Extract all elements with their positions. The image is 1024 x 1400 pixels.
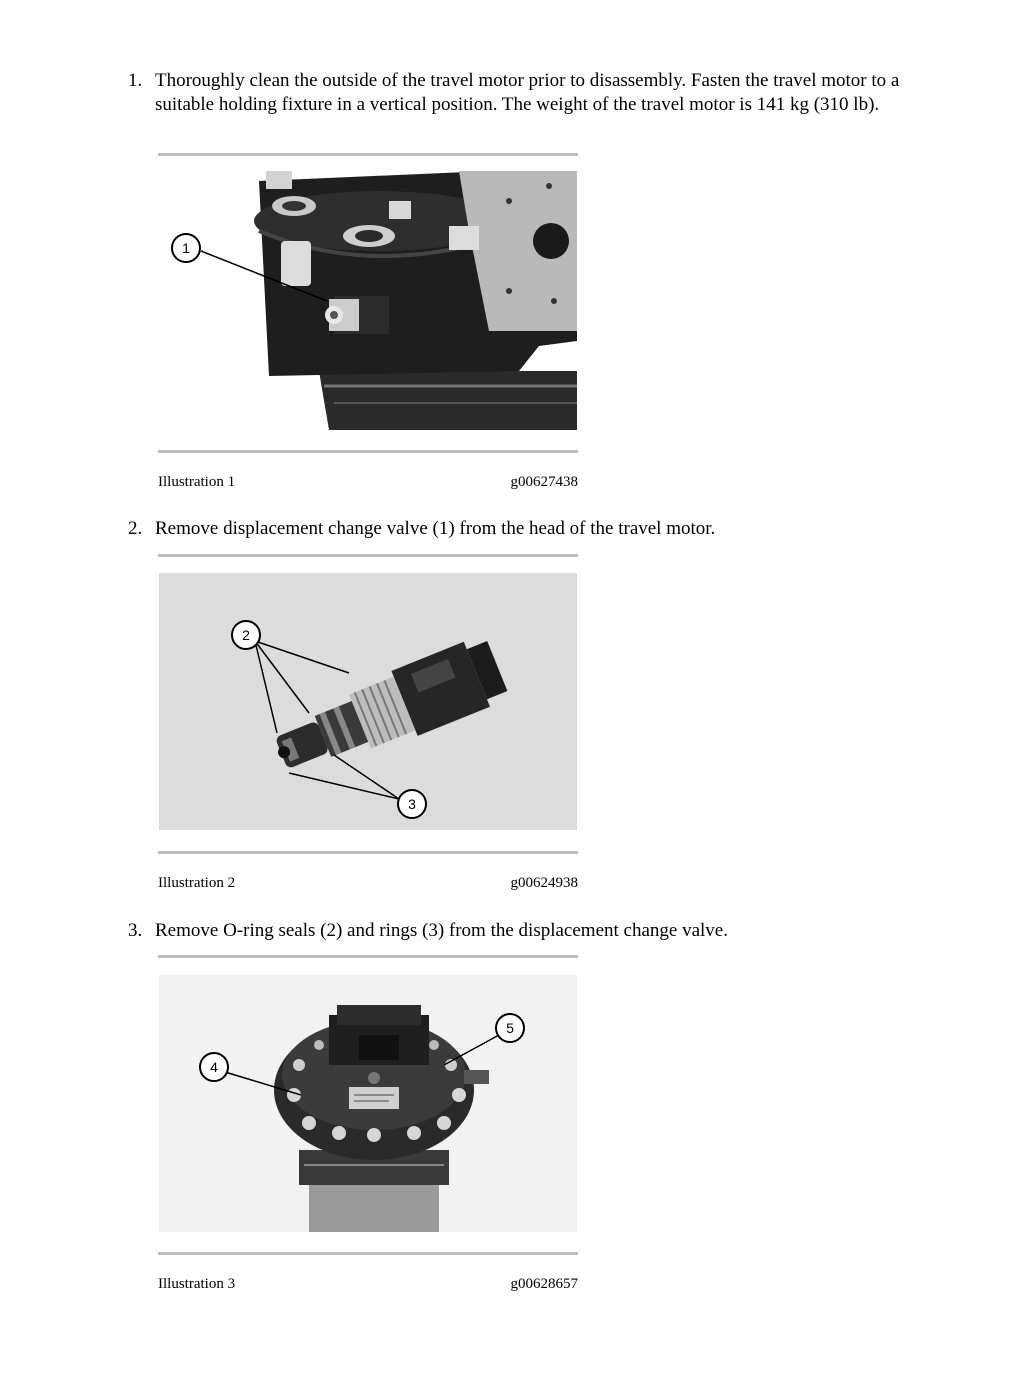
step-2 — [128, 517, 908, 541]
illustration-1 — [158, 153, 578, 493]
figure-top-rule — [158, 554, 578, 557]
step-text: Thoroughly clean the outside of the travel motor prior to disassembly. Fasten the travel motor to a suitable holding fixture in a vertical position. The weight of the travel motor is 141 kg (310 lb). — [155, 70, 900, 115]
illustration-label: Illustration 2 — [158, 875, 236, 891]
graphic-id: g00628657 — [510, 1276, 578, 1292]
step-text: Remove O-ring seals (2) and rings (3) from the displacement change valve. — [155, 920, 728, 941]
illustration-2 — [158, 554, 578, 894]
callout-2: 2 — [242, 627, 250, 643]
motor-head-photo — [159, 975, 577, 1232]
figure-top-rule — [158, 955, 578, 958]
figure-bottom-rule — [158, 450, 578, 453]
figure-bottom-rule — [158, 1252, 578, 1255]
graphic-id: g00627438 — [510, 474, 578, 490]
step-1 — [128, 69, 908, 117]
step-text: Remove displacement change valve (1) from the head of the travel motor. — [155, 518, 716, 539]
travel-motor-photo — [159, 171, 577, 430]
step-number: 1. — [128, 70, 143, 91]
step-3 — [128, 919, 908, 943]
callout-5: 5 — [506, 1020, 514, 1036]
callout-1: 1 — [182, 240, 190, 256]
graphic-id: g00624938 — [510, 875, 578, 891]
callout-3: 3 — [408, 796, 416, 812]
displacement-valve-photo — [159, 573, 577, 830]
step-number: 3. — [128, 920, 143, 941]
illustration-3 — [158, 955, 578, 1295]
figure-top-rule — [158, 153, 578, 156]
callout-4: 4 — [210, 1059, 218, 1075]
step-number: 2. — [128, 518, 143, 539]
illustration-label: Illustration 3 — [158, 1276, 236, 1292]
figure-bottom-rule — [158, 851, 578, 854]
illustration-label: Illustration 1 — [158, 474, 236, 490]
